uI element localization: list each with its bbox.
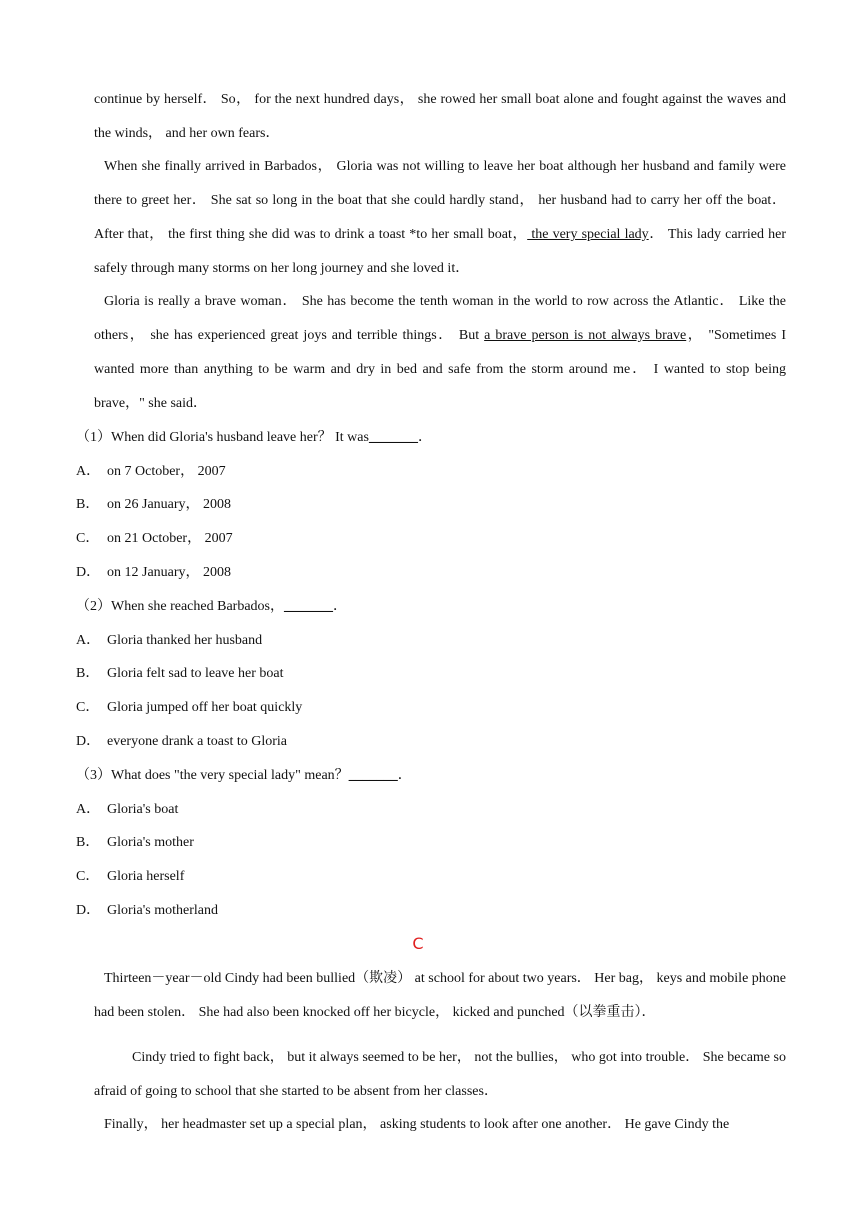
- question-text: （1）When did Gloria's husband leave her？ It was: [76, 430, 369, 445]
- answer-blank: _______: [348, 768, 398, 783]
- question-text: （2）When she reached Barbados，: [76, 599, 284, 614]
- answer-option: [76, 529, 796, 549]
- answer-option: [76, 833, 796, 853]
- option-letter: A．: [76, 464, 101, 479]
- passage-paragraph: [94, 1041, 786, 1109]
- option-letter: B．: [76, 497, 100, 512]
- option-letter: C．: [76, 531, 100, 546]
- answer-option: [76, 800, 796, 820]
- answer-option: [76, 698, 796, 718]
- answer-option: [76, 664, 796, 684]
- answer-blank: _______: [368, 430, 418, 445]
- question-end: ．: [397, 768, 412, 783]
- option-letter: D．: [76, 734, 101, 749]
- answer-option: [76, 732, 796, 752]
- option-text: Gloria herself: [107, 869, 185, 884]
- paragraph-text: Thirteen－year－old Cindy had been bullied（欺凌） at school for about two years． Her bag， keys and mobile phone had been stolen． She had also been knocked off her bicycle， kicked and punched（以拳重击）．: [94, 971, 786, 1020]
- option-letter: D．: [76, 903, 101, 918]
- question-end: ．: [332, 599, 347, 614]
- option-text: Gloria's motherland: [107, 903, 218, 918]
- question-prompt: [76, 597, 796, 617]
- option-text: on 12 January， 2008: [107, 565, 232, 580]
- answer-option: [76, 901, 796, 921]
- paragraph-text: Cindy tried to fight back， but it always seemed to be her， not the bullies， who got into trouble． She became so afraid of going to school that she started to be absent from her classes．: [94, 1050, 786, 1099]
- underlined-phrase: a brave person is not always brave: [484, 328, 687, 343]
- passage-paragraph: [94, 962, 786, 1030]
- option-text: Gloria's boat: [107, 802, 179, 817]
- paragraph-text: ， "Sometimes I wanted more than anything to be warm and dry in bed and safe from the storm around me． I wanted to stop being brave，" she said．: [94, 328, 786, 411]
- option-letter: A．: [76, 633, 101, 648]
- option-text: Gloria jumped off her boat quickly: [107, 700, 303, 715]
- question-end: ．: [417, 430, 432, 445]
- option-text: on 7 October， 2007: [107, 464, 226, 479]
- paragraph-text: continue by herself． So， for the next hundred days， she rowed her small boat alone and fought against the waves and the winds， and her own fears．: [94, 92, 786, 141]
- option-text: Gloria's mother: [107, 835, 194, 850]
- answer-option: [76, 462, 796, 482]
- answer-option: [76, 495, 796, 515]
- option-letter: A．: [76, 802, 101, 817]
- option-text: Gloria felt sad to leave her boat: [107, 666, 284, 681]
- question-prompt: [76, 766, 796, 786]
- option-letter: B．: [76, 835, 100, 850]
- section-heading: C: [412, 934, 424, 953]
- passage-paragraph: [94, 83, 786, 151]
- passage-paragraph: [94, 150, 786, 286]
- answer-option: [76, 563, 796, 583]
- answer-option: [76, 631, 796, 651]
- passage-paragraph: [94, 285, 786, 421]
- option-text: on 26 January， 2008: [107, 497, 232, 512]
- option-letter: D．: [76, 565, 101, 580]
- answer-option: [76, 867, 796, 887]
- underlined-phrase: the very special lady: [527, 227, 649, 242]
- option-text: on 21 October， 2007: [107, 531, 233, 546]
- option-letter: B．: [76, 666, 100, 681]
- option-text: everyone drank a toast to Gloria: [107, 734, 287, 749]
- paragraph-text: Finally， her headmaster set up a special plan， asking students to look after one another． He gave Cindy the: [104, 1117, 730, 1132]
- option-text: Gloria thanked her husband: [107, 633, 263, 648]
- paragraph-text: ． This lady carried her safely through many storms on her long journey and she loved it．: [94, 227, 786, 276]
- paragraph-text: When she finally arrived in Barbados， Gloria was not willing to leave her boat although her husband and family were there to greet her． She sat so long in the boat that she could hardly stand， her husband had to carry her off the boat． After that， the first thing she did was to drink a toast *to her small boat，: [94, 159, 786, 242]
- question-prompt: [76, 428, 796, 448]
- option-letter: C．: [76, 700, 100, 715]
- option-letter: C．: [76, 869, 100, 884]
- answer-blank: _______: [283, 599, 333, 614]
- question-text: （3）What does "the very special lady" mean？: [76, 768, 349, 783]
- paragraph-text: Gloria is really a brave woman． She has become the tenth woman in the world to row across the Atlantic． Like the others， she has experienced great joys and terrible things． But: [94, 294, 786, 343]
- passage-paragraph: [94, 1108, 786, 1142]
